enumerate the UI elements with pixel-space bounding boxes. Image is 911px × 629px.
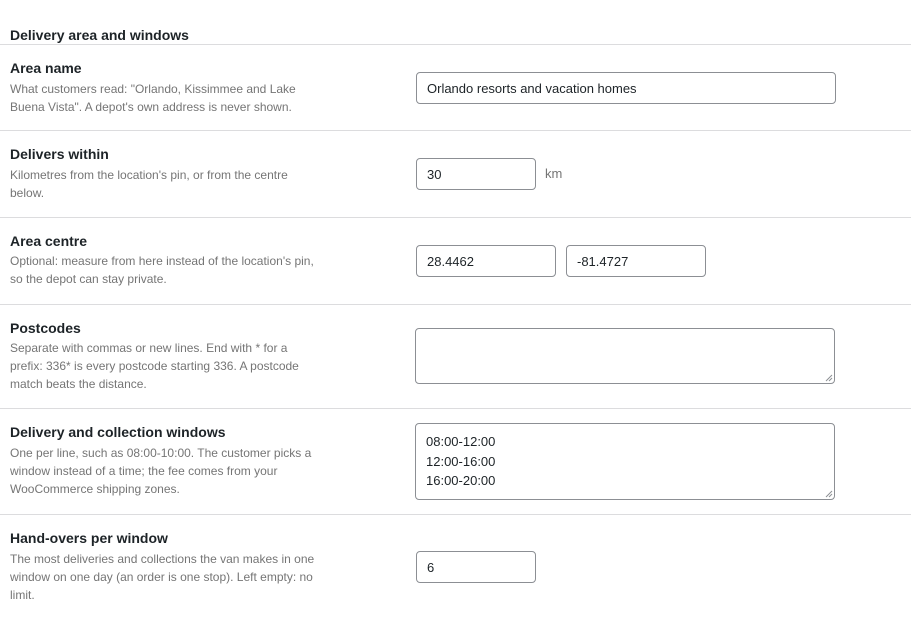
area-name-description: What customers read: "Orlando, Kissimmee and Lake Buena Vista". A depot's own address is never shown.	[10, 82, 296, 114]
distance-unit: km	[545, 166, 563, 181]
divider	[0, 304, 911, 305]
divider	[0, 130, 911, 131]
divider	[0, 408, 911, 409]
postcodes-label: Postcodes	[10, 320, 81, 336]
longitude-input[interactable]	[566, 245, 706, 277]
area-centre-description: Optional: measure from here instead of the location's pin, so the depot can stay private.	[10, 254, 314, 286]
windows-label: Delivery and collection windows	[10, 424, 226, 440]
handovers-input[interactable]	[416, 551, 536, 583]
latitude-input[interactable]	[416, 245, 556, 277]
divider	[0, 217, 911, 218]
area-name-label: Area name	[10, 60, 82, 76]
delivers-within-label: Delivers within	[10, 146, 109, 162]
handovers-label: Hand-overs per window	[10, 530, 168, 546]
section-title: Delivery area and windows	[10, 27, 189, 43]
delivers-within-description: Kilometres from the location's pin, or from the centre below.	[10, 168, 288, 200]
divider	[0, 44, 911, 45]
windows-textarea[interactable]	[415, 423, 835, 500]
postcodes-description: Separate with commas or new lines. End with * for a prefix: 336* is every postcode starting 336. A postcode match beats the distance.	[10, 341, 299, 391]
area-centre-label: Area centre	[10, 233, 88, 249]
area-name-input[interactable]	[416, 72, 836, 104]
delivers-within-input[interactable]	[416, 158, 536, 190]
divider	[0, 514, 911, 515]
windows-description: One per line, such as 08:00-10:00. The customer picks a window instead of a time; the fee comes from your WooCommerce shipping zones.	[10, 446, 312, 496]
postcodes-textarea[interactable]	[415, 328, 835, 384]
handovers-description: The most deliveries and collections the van makes in one window on one day (an order is one stop). Left empty: no limit.	[10, 552, 315, 602]
